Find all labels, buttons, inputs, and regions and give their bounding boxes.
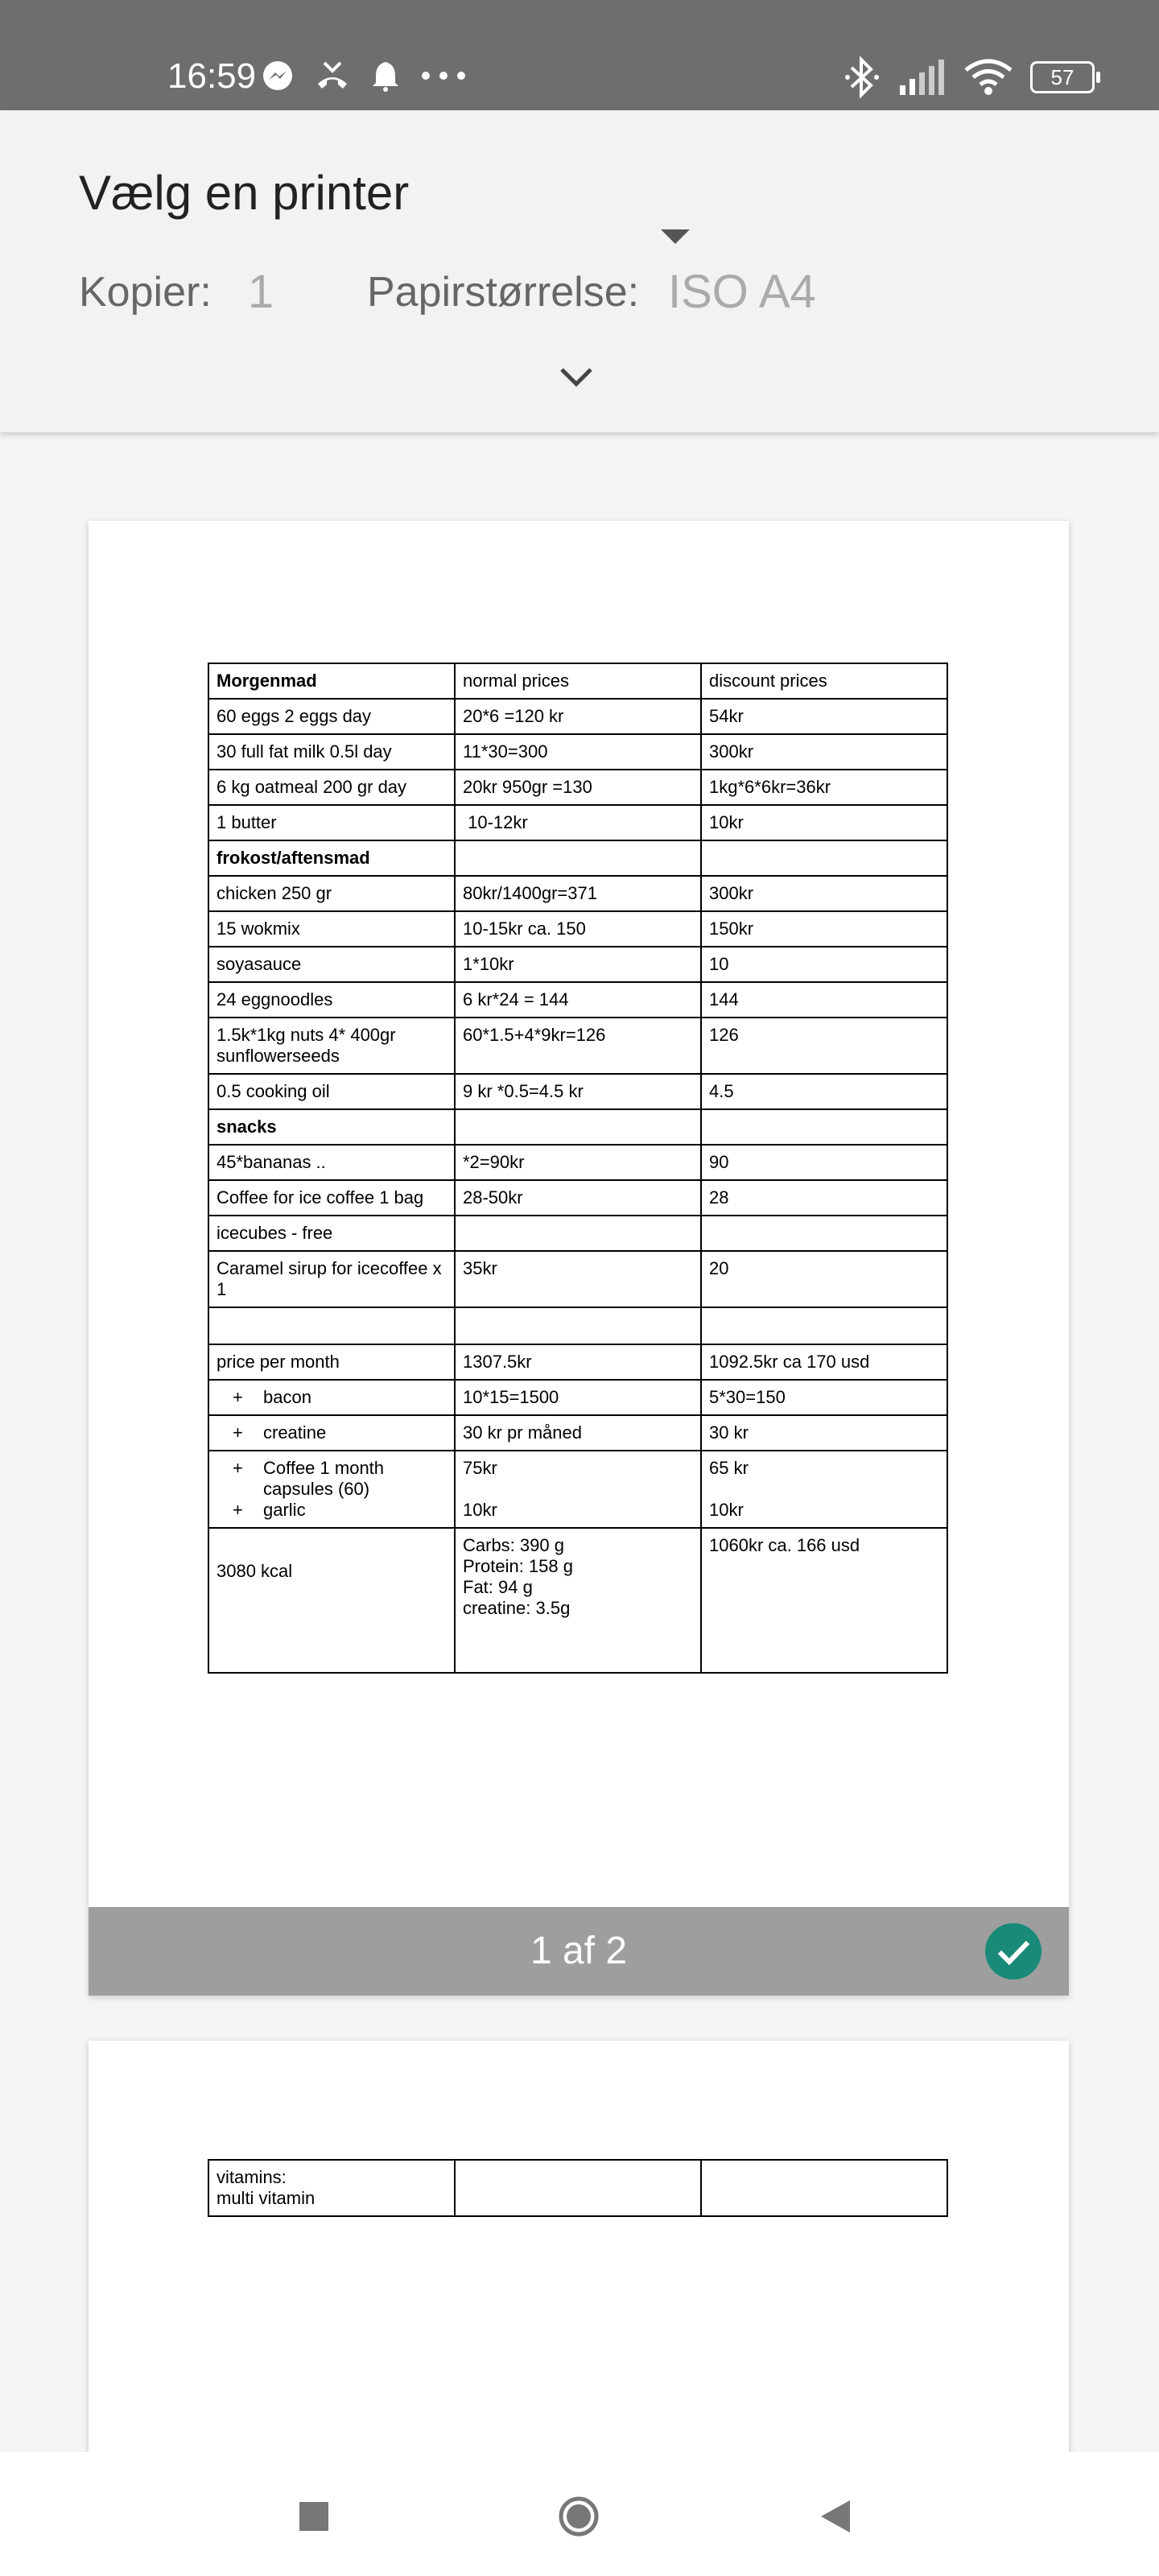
table-cell: 300kr (701, 876, 947, 911)
table-row (208, 805, 947, 840)
table-row (208, 1344, 947, 1380)
table-row (208, 1216, 947, 1251)
table-cell (455, 1216, 701, 1251)
table-cell: discount prices (701, 663, 947, 699)
table-cell: 60*1.5+4*9kr=126 (455, 1018, 701, 1074)
bullet-item: + bacon (263, 1387, 447, 1408)
table-cell: 6 kr*24 = 144 (455, 982, 701, 1018)
table-cell (208, 1451, 455, 1528)
page-preview-1[interactable] (89, 521, 1069, 1996)
table-cell: 24 eggnoodles (208, 982, 455, 1018)
page-selected-check-icon[interactable] (985, 1923, 1041, 1979)
wifi-icon (964, 59, 1013, 96)
table-cell: 30 full fat milk 0.5l day (208, 734, 455, 770)
table-cell: 1 butter (208, 805, 455, 840)
table-cell: chicken 250 gr (208, 876, 455, 911)
table-cell: 35kr (455, 1251, 701, 1307)
table-row (208, 1380, 947, 1415)
table-row (208, 663, 947, 699)
paper-size-select[interactable]: ISO A4 (668, 266, 816, 318)
cell-line: 10kr (709, 1500, 744, 1520)
table-cell: 5*30=150 (701, 1380, 947, 1415)
cell-line: multi vitamin (217, 2188, 316, 2208)
table-cell: 45*bananas .. (208, 1145, 455, 1180)
dropdown-arrow-icon (661, 229, 690, 244)
table-cell (701, 1216, 947, 1251)
table-cell (208, 2160, 455, 2216)
table-cell: 126 (701, 1018, 947, 1074)
table-row (208, 982, 947, 1018)
table-cell: 60 eggs 2 eggs day (208, 699, 455, 734)
table-cell: soyasauce (208, 947, 455, 982)
table-cell: 30 kr pr måned (455, 1415, 701, 1451)
table-cell: frokost/aftensmad (208, 840, 455, 876)
table-cell: 144 (701, 982, 947, 1018)
page-number-label: 1 af 2 (530, 1930, 628, 1972)
table-cell (455, 1307, 701, 1344)
table-cell (701, 1451, 947, 1528)
cell-line: vitamins: (217, 2167, 287, 2187)
table-cell (455, 840, 701, 876)
table-cell: 1.5k*1kg nuts 4* 400gr sunflowerseeds (208, 1018, 455, 1074)
messenger-icon (262, 60, 294, 92)
table-cell (455, 2160, 701, 2216)
table-cell: 10 (701, 947, 947, 982)
table-cell: 11*30=300 (455, 734, 701, 770)
table-cell: 90 (701, 1145, 947, 1180)
table-cell: 20kr 950gr =130 (455, 770, 701, 805)
table-cell: 20*6 =120 kr (455, 699, 701, 734)
table-cell: 28 (701, 1180, 947, 1216)
table-row (208, 1109, 947, 1145)
table-row (208, 699, 947, 734)
status-bar (0, 0, 1159, 110)
table-cell: 30 kr (701, 1415, 947, 1451)
table-cell: 1*10kr (455, 947, 701, 982)
cell-line: creatine: 3.5g (463, 1598, 571, 1618)
table-row (208, 1180, 947, 1216)
table-cell: Caramel sirup for icecoffee x 1 (208, 1251, 455, 1307)
bullet-item: + Coffee 1 month capsules (60) (263, 1458, 447, 1500)
recents-square-icon[interactable] (298, 2500, 330, 2533)
bullet-item: + garlic (263, 1500, 447, 1521)
table-cell: 3080 kcal (208, 1528, 455, 1673)
table-row (208, 2160, 947, 2216)
table-row (208, 734, 947, 770)
document-table (208, 2159, 948, 2217)
table-cell (701, 1109, 947, 1145)
table-cell (701, 1307, 947, 1344)
table-cell: *2=90kr (455, 1145, 701, 1180)
navigation-bar (0, 2452, 1159, 2576)
table-cell: 10*15=1500 (455, 1380, 701, 1415)
printer-label: Vælg en printer (79, 166, 410, 220)
cell-line: 65 kr (709, 1458, 749, 1478)
table-row (208, 1307, 947, 1344)
table-cell: 300kr (701, 734, 947, 770)
document-table (208, 663, 948, 1674)
table-cell: 9 kr *0.5=4.5 kr (455, 1074, 701, 1109)
table-cell: 10-12kr (455, 805, 701, 840)
printer-dropdown[interactable] (79, 159, 691, 239)
table-row (208, 1018, 947, 1074)
table-cell: Coffee for ice coffee 1 bag (208, 1180, 455, 1216)
signal-icon (898, 60, 947, 95)
table-row (208, 770, 947, 805)
table-cell (208, 1380, 455, 1415)
table-cell: 6 kg oatmeal 200 gr day (208, 770, 455, 805)
status-time: 16:59 (167, 56, 257, 96)
table-cell: 1307.5kr (455, 1344, 701, 1380)
table-cell (455, 1109, 701, 1145)
missed-call-icon (315, 60, 350, 92)
table-row (208, 911, 947, 947)
table-cell: Morgenmad (208, 663, 455, 699)
bullet-item: + creatine (263, 1422, 447, 1443)
cell-line: Protein: 158 g (463, 1556, 573, 1576)
table-cell (701, 840, 947, 876)
cell-line: Fat: 94 g (463, 1577, 533, 1597)
page-footer (89, 1907, 1069, 1996)
table-cell (208, 1307, 455, 1344)
back-triangle-icon[interactable] (819, 2499, 852, 2534)
cell-line: Carbs: 390 g (463, 1535, 564, 1555)
table-row (208, 876, 947, 911)
expand-chevron-icon[interactable] (559, 366, 594, 389)
home-circle-icon[interactable] (558, 2496, 600, 2537)
table-cell: 54kr (701, 699, 947, 734)
bluetooth-icon (843, 56, 881, 98)
table-cell (455, 1528, 701, 1673)
table-row (208, 947, 947, 982)
paper-size-label: Papirstørrelse: (367, 269, 640, 316)
table-cell: 20 (701, 1251, 947, 1307)
print-settings-header (0, 110, 1159, 432)
table-cell: 28-50kr (455, 1180, 701, 1216)
copies-label: Kopier: (79, 269, 212, 316)
copies-input[interactable]: 1 (248, 266, 274, 318)
table-row (208, 1451, 947, 1528)
table-cell: 10-15kr ca. 150 (455, 911, 701, 947)
more-dots-icon (421, 71, 466, 80)
table-cell: snacks (208, 1109, 455, 1145)
table-cell: 150kr (701, 911, 947, 947)
table-cell (208, 1415, 455, 1451)
page-preview-2[interactable] (89, 2041, 1069, 2459)
battery-icon: 57 (1030, 61, 1095, 93)
table-row (208, 1415, 947, 1451)
table-cell: 0.5 cooking oil (208, 1074, 455, 1109)
cell-line: 10kr (463, 1500, 497, 1520)
table-cell: icecubes - free (208, 1216, 455, 1251)
table-cell: 1060kr ca. 166 usd (701, 1528, 947, 1673)
table-row (208, 1145, 947, 1180)
table-cell: price per month (208, 1344, 455, 1380)
table-row (208, 840, 947, 876)
table-cell: 4.5 (701, 1074, 947, 1109)
table-row (208, 1251, 947, 1307)
table-cell: 1092.5kr ca 170 usd (701, 1344, 947, 1380)
table-row (208, 1528, 947, 1673)
table-cell: 1kg*6*6kr=36kr (701, 770, 947, 805)
table-cell: normal prices (455, 663, 701, 699)
cell-line: 75kr (463, 1458, 497, 1478)
bell-icon (371, 60, 400, 92)
table-cell (701, 2160, 947, 2216)
table-row (208, 1074, 947, 1109)
table-cell: 80kr/1400gr=371 (455, 876, 701, 911)
table-cell: 10kr (701, 805, 947, 840)
table-cell (455, 1451, 701, 1528)
table-cell: 15 wokmix (208, 911, 455, 947)
